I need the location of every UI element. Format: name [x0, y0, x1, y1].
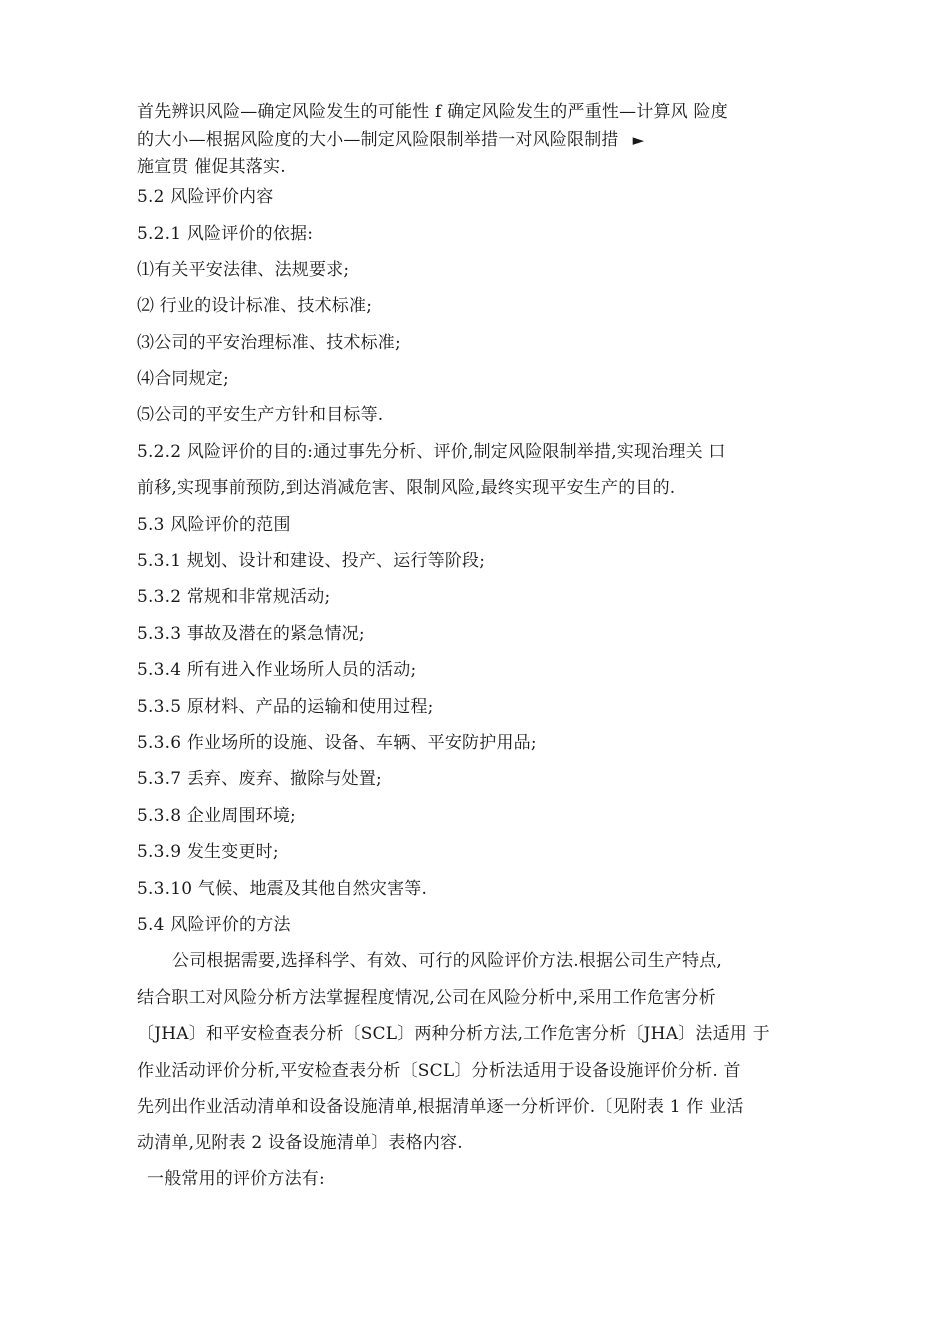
list-item: 5.3.6 作业场所的设施、设备、车辆、平安防护用品;: [137, 733, 537, 753]
list-item: ⑸公司的平安生产方针和目标等.: [137, 405, 384, 425]
list-item: 5.3.4 所有进入作业场所人员的活动;: [137, 660, 417, 680]
paragraph-line: 结合职工对风险分析方法掌握程度情况,公司在风险分析中,采用工作危害分析: [137, 988, 716, 1008]
text-line-2: [137, 130, 644, 150]
paragraph-line: 公司根据需要,选择科学、有效、可行的风险评价方法.根据公司生产特点,: [172, 951, 723, 971]
text-line-1: 首先辨识风险—确定风险发生的可能性 f 确定风险发生的严重性—计算风 险度: [137, 102, 728, 122]
list-item: 5.3.8 企业周围环境;: [137, 806, 296, 826]
list-item: 5.3.2 常规和非常规活动;: [137, 587, 331, 607]
list-item: 5.3.3 事故及潜在的紧急情况;: [137, 624, 365, 644]
text-line: 前移,实现事前预防,到达消减危害、限制风险,最终实现平安生产的目的.: [137, 478, 676, 498]
section-heading-5-2: 5.2 风险评价内容: [137, 187, 274, 207]
list-item: 5.3.7 丢弃、废弃、撤除与处置;: [137, 769, 382, 789]
list-item: 5.3.1 规划、设计和建设、投产、运行等阶段;: [137, 551, 486, 571]
text-line-2-content: 的大小—根据风险度的大小—制定风险限制举措一对风险限制措: [137, 130, 619, 150]
list-item: 5.3.10 气候、地震及其他自然灾害等.: [137, 879, 428, 899]
list-item: ⑴有关平安法律、法规要求;: [137, 260, 350, 280]
list-item: 5.3.5 原材料、产品的运输和使用过程;: [137, 697, 434, 717]
paragraph-line: 先列出作业活动清单和设备设施清单,根据清单逐一分析评价.〔见附表 1 作 业活: [137, 1097, 744, 1117]
list-item: ⑷合同规定;: [137, 369, 229, 389]
list-item: ⑶公司的平安治理标准、技术标准;: [137, 333, 401, 353]
paragraph-line: 〔JHA〕和平安检查表分析〔SCL〕两种分析方法,工作危害分析〔JHA〕法适用 于: [137, 1024, 770, 1044]
section-heading-5-4: 5.4 风险评价的方法: [137, 915, 291, 935]
text-line-3: 施宣贯 催促其落实.: [137, 157, 286, 177]
subsection-5-2-2: 5.2.2 风险评价的目的:通过事先分析、评价,制定风险限制举措,实现治理关 口: [137, 442, 726, 462]
paragraph-line: 动清单,见附表 2 设备设施清单〕表格内容.: [137, 1133, 463, 1153]
list-item: 5.3.9 发生变更时;: [137, 842, 279, 862]
subsection-5-2-1: 5.2.1 风险评价的依据:: [137, 224, 314, 244]
paragraph-line: 作业活动评价分析,平安检查表分析〔SCL〕分析法适用于设备设施评价分析. 首: [137, 1061, 741, 1081]
list-item: ⑵ 行业的设计标准、技术标准;: [137, 296, 373, 316]
paragraph-line: 一般常用的评价方法有:: [147, 1169, 325, 1189]
section-heading-5-3: 5.3 风险评价的范围: [137, 515, 291, 535]
arrow-icon: ►: [632, 131, 645, 149]
